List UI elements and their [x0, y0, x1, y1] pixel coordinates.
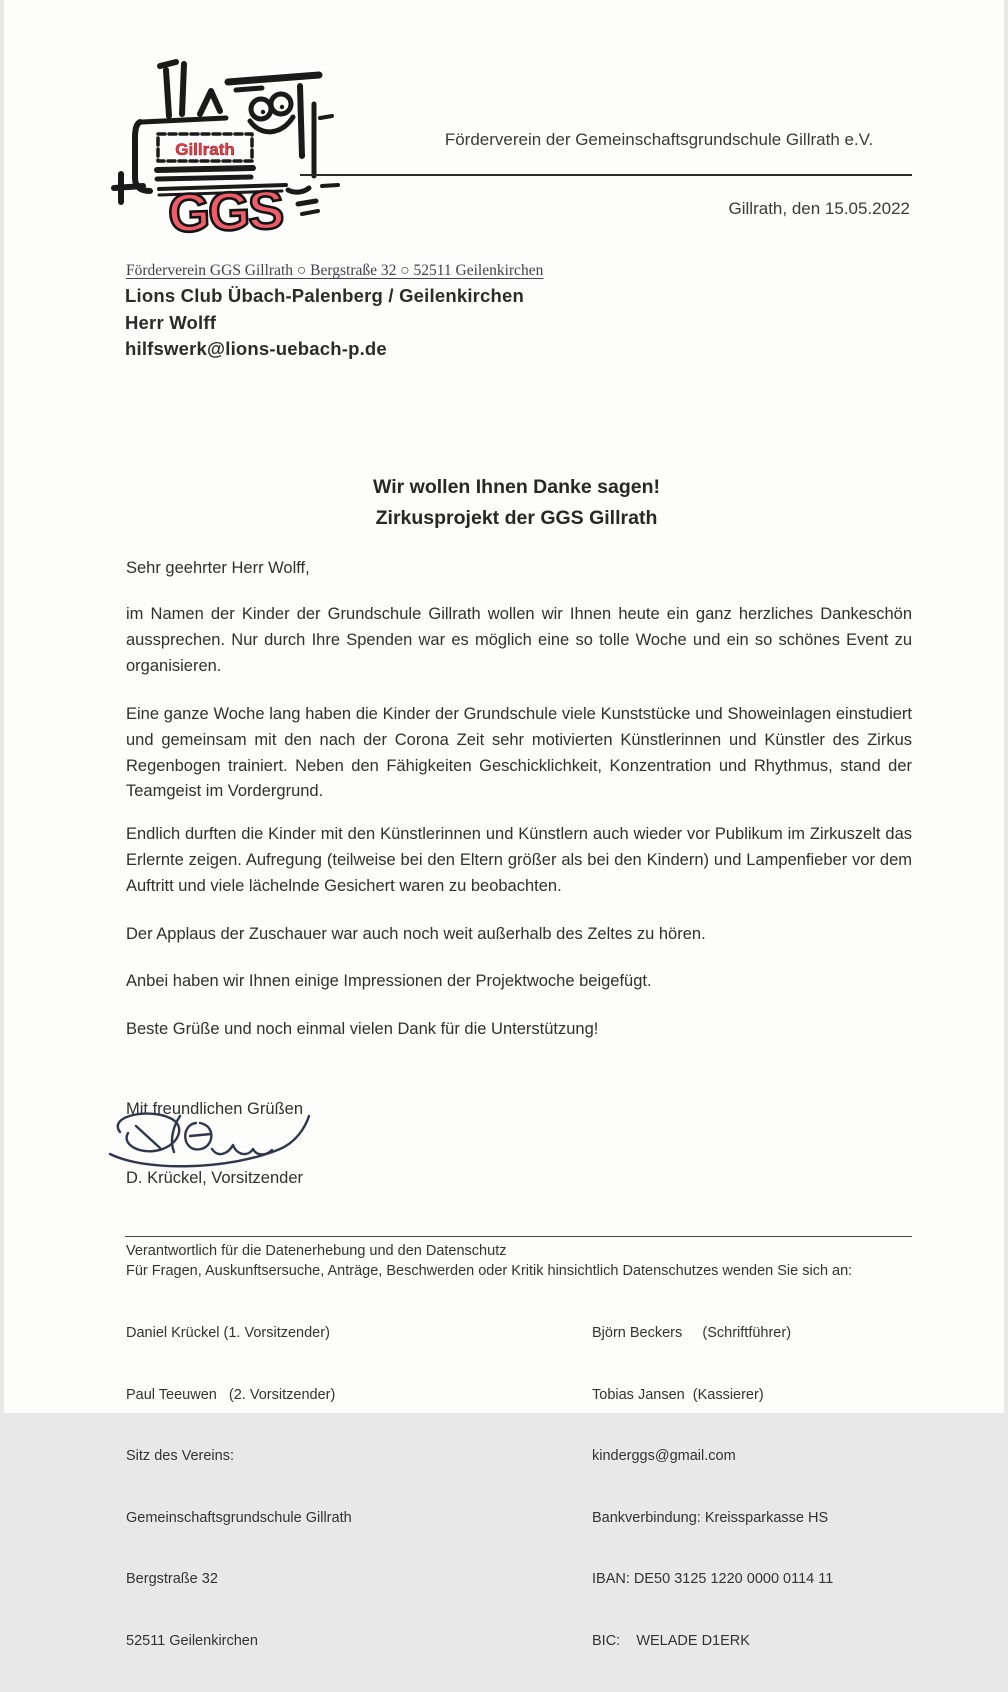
- footer-divider: [125, 1236, 912, 1237]
- date-line: Gillrath, den 15.05.2022: [728, 199, 910, 218]
- footer-privacy-title: Verantwortlich für die Datenerhebung und den Datenschutz: [126, 1243, 507, 1259]
- recipient-line-org: Lions Club Übach-Palenberg / Geilenkirchen: [125, 285, 525, 306]
- footer-item: Paul Teeuwen (2. Vorsitzender): [126, 1386, 336, 1403]
- body-paragraph: Beste Grüße und noch einmal vielen Dank für die Unterstützung!: [126, 1020, 599, 1038]
- org-name: Förderverein der Gemeinschaftsgrundschule Gillrath e.V.: [444, 130, 874, 149]
- footer-left-column: [126, 1282, 352, 1692]
- footer-item-email: kinderggs@gmail.com: [592, 1448, 736, 1464]
- body-paragraph: Eine ganze Woche lang haben die Kinder der Grundschule viele Kunststücke und Showeinlagen einstudiert und gemeinsam mit den nach der Corona Zeit sehr motivierten Künstlerinnen und Künstler des Zirkus Regenbogen trainiert. Neben den Fähigkeiten Geschicklichkeit, Konzentration und Rhythmus, stand der Teamgeist im Vordergrund.: [126, 705, 912, 801]
- closing-salute: Mit freundlichen Grüßen: [126, 1100, 303, 1118]
- header-divider: [300, 174, 912, 176]
- letter-page: [4, 0, 1004, 1649]
- footer-item: Daniel Krückel (1. Vorsitzender): [126, 1325, 330, 1341]
- logo-initials: GGS: [167, 180, 284, 245]
- subject-line-1: Wir wollen Ihnen Danke sagen!: [373, 476, 660, 498]
- body-paragraph: Endlich durften die Kinder mit den Künstlerinnen und Künstlern auch wieder vor Publikum im Zirkuszelt das Erlernte zeigen. Aufregung (teilweise bei den Eltern größer als bei den Kindern) und Lampenfieber vor dem Auftritt und viele lächelnde Gesichert waren zu beobachten.: [126, 825, 912, 895]
- footer-item: Tobias Jansen (Kassierer): [592, 1386, 764, 1403]
- salutation: Sehr geehrter Herr Wolff,: [126, 559, 310, 577]
- sender-return-address: Förderverein GGS Gillrath ○ Bergstraße 32 ○ 52511 Geilenkirchen: [126, 262, 544, 279]
- ggs-train-logo: [112, 58, 352, 243]
- train-icon: [112, 58, 352, 243]
- recipient-address: [125, 283, 524, 363]
- footer-item-iban: IBAN: DE50 3125 1220 0000 0114 11: [592, 1571, 834, 1587]
- footer-item-bank: Bankverbindung: Kreissparkasse HS: [592, 1509, 829, 1526]
- footer-item: Gemeinschaftsgrundschule Gillrath: [126, 1509, 352, 1526]
- recipient-line-person: Herr Wolff: [125, 311, 217, 333]
- subject-line-2: Zirkusprojekt der GGS Gillrath: [375, 507, 658, 529]
- footer-item: Sitz des Vereins:: [126, 1448, 234, 1464]
- footer-item: Bergstraße 32: [126, 1571, 218, 1587]
- footer-right-column: [592, 1282, 833, 1692]
- body-paragraph: Anbei haben wir Ihnen einige Impressionen der Projektwoche beigefügt.: [126, 972, 652, 990]
- recipient-line-email: hilfswerk@lions-uebach-p.de: [125, 338, 387, 359]
- footer-item: 52511 Geilenkirchen: [126, 1632, 258, 1649]
- footer-privacy-contact: Für Fragen, Auskunftsersuche, Anträge, Beschwerden oder Kritik hinsichtlich Datenschutzes wenden Sie sich an:: [126, 1263, 853, 1279]
- logo-plate-text: Gillrath: [175, 140, 235, 159]
- body-paragraph: im Namen der Kinder der Grundschule Gillrath wollen wir Ihnen heute ein ganz herzliches Dankeschön aussprechen. Nur durch Ihre Spenden war es möglich eine so tolle Woche und ein so schönes Event zu organisieren.: [126, 605, 912, 675]
- footer-item-bic: BIC: WELADE D1ERK: [592, 1632, 750, 1649]
- footer-item: Björn Beckers (Schriftführer): [592, 1325, 792, 1341]
- body-paragraph: Der Applaus der Zuschauer war auch noch weit außerhalb des Zeltes zu hören.: [126, 925, 706, 943]
- signer-name: D. Krückel, Vorsitzender: [126, 1169, 303, 1187]
- subject-block: [24, 472, 1008, 534]
